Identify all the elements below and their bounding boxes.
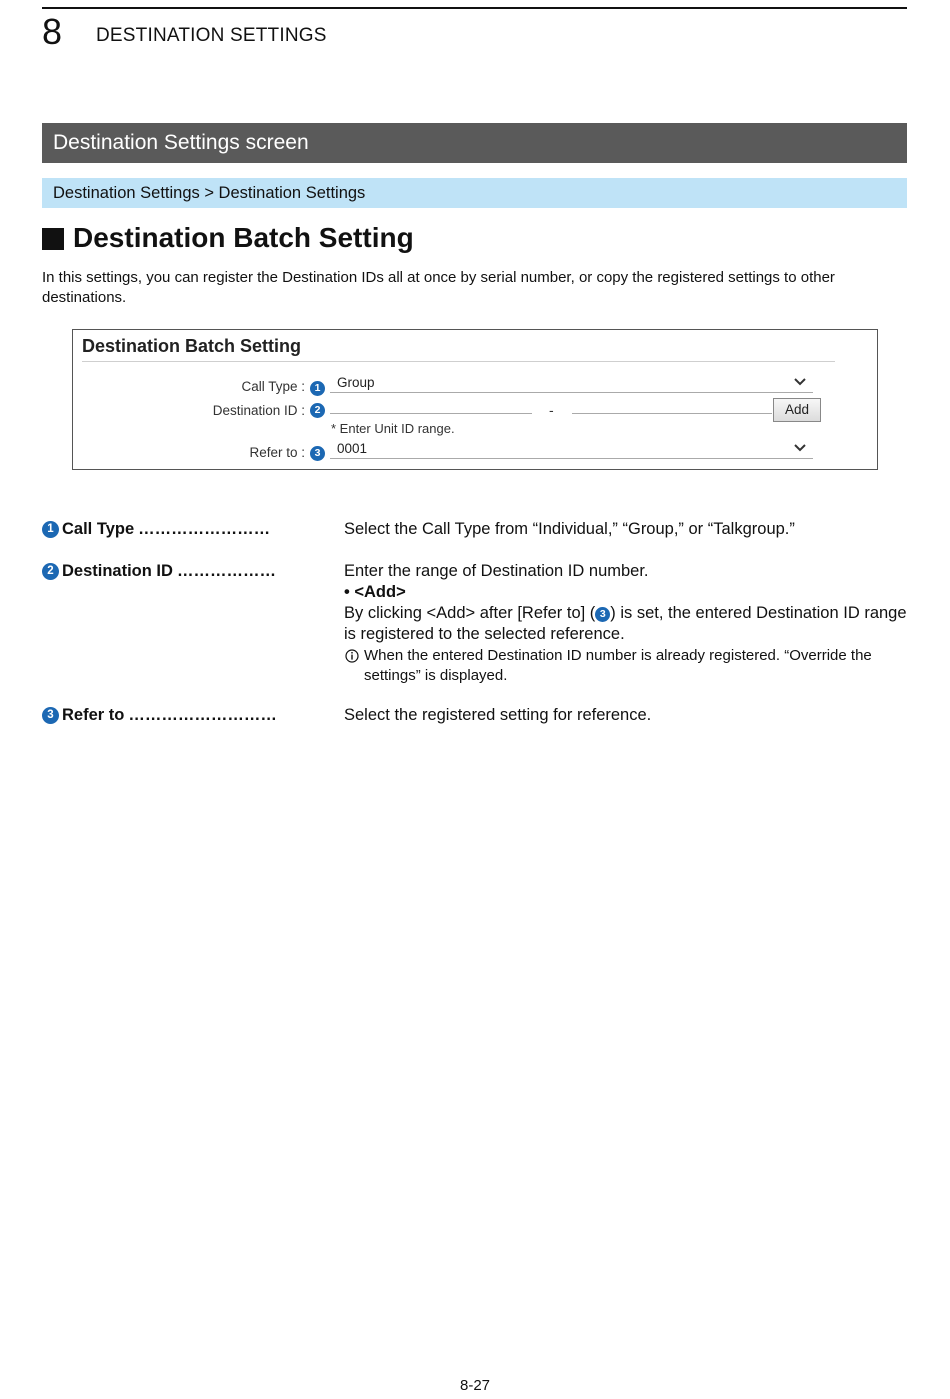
badge-2: 2 — [42, 563, 59, 580]
refer-to-select-underline — [330, 458, 813, 459]
item-term — [42, 519, 292, 540]
item-description: Enter the range of Destination ID number. — [344, 562, 649, 580]
leader-dots: …………………… — [138, 520, 271, 538]
add-bullet: • <Add> — [344, 583, 406, 601]
item-refer-to — [42, 705, 907, 729]
call-type-select-underline — [330, 392, 813, 393]
settings-screenshot — [72, 329, 878, 470]
destination-id-label: Destination ID : — [212, 403, 305, 418]
item-term — [42, 561, 292, 582]
add-text-after: ) is set, the entered Destination ID range is registered to the selected reference. — [344, 604, 907, 643]
chapter-title: DESTINATION SETTINGS — [96, 25, 327, 46]
item-term — [42, 705, 292, 726]
breadcrumb: Destination Settings > Destination Settings — [42, 178, 907, 208]
badge-3: 3 — [42, 707, 59, 724]
chapter-number: 8 — [42, 11, 63, 52]
refer-to-select-value[interactable]: 0001 — [337, 441, 368, 456]
call-type-select-value[interactable]: Group — [337, 375, 375, 390]
leader-dots: ……………… — [176, 562, 276, 580]
intro-paragraph: In this settings, you can register the Destination IDs all at once by serial number, or copy the registered settings to other destinations. — [42, 269, 835, 306]
header-rule — [42, 7, 907, 9]
range-separator: - — [549, 402, 554, 418]
term-label: Refer to — [62, 706, 125, 724]
destination-id-end-input[interactable] — [572, 413, 772, 414]
term-label: Destination ID — [62, 562, 173, 580]
item-description: Select the Call Type from “Individual,” “Group,” or “Talkgroup.” — [344, 520, 795, 538]
info-note — [344, 646, 907, 686]
range-hint: * Enter Unit ID range. — [331, 421, 455, 436]
page-number: 8-27 — [459, 1377, 491, 1394]
destination-id-start-input[interactable] — [330, 413, 532, 414]
screenshot-divider — [82, 361, 835, 362]
badge-1: 1 — [310, 381, 325, 396]
badge-3: 3 — [310, 446, 325, 461]
item-description: Select the registered setting for reference. — [344, 706, 652, 724]
item-call-type — [42, 519, 907, 543]
screenshot-title: Destination Batch Setting — [82, 336, 302, 356]
call-type-label: Call Type : — [241, 379, 305, 394]
heading-text: Destination Batch Setting — [73, 222, 414, 253]
item-destination-id — [42, 561, 907, 687]
badge-2: 2 — [310, 403, 325, 418]
add-bullet-text — [344, 603, 907, 645]
chevron-down-icon[interactable] — [793, 443, 807, 453]
add-text-before: By clicking <Add> after [Refer to] ( — [344, 604, 596, 622]
chevron-down-icon[interactable] — [793, 377, 807, 387]
add-button[interactable]: Add — [773, 398, 821, 422]
item-description-block — [344, 561, 907, 686]
badge-1: 1 — [42, 521, 59, 538]
page-heading — [42, 220, 414, 256]
note-text: When the entered Destination ID number is already registered. “Override the settings” is displayed. — [364, 647, 872, 684]
section-title-bar: Destination Settings screen — [42, 123, 907, 163]
refer-to-label: Refer to : — [249, 445, 305, 460]
term-label: Call Type — [62, 520, 135, 538]
info-icon — [345, 649, 359, 663]
leader-dots: ……………………… — [128, 706, 277, 724]
badge-3: 3 — [595, 607, 610, 622]
square-bullet-icon — [42, 228, 64, 250]
